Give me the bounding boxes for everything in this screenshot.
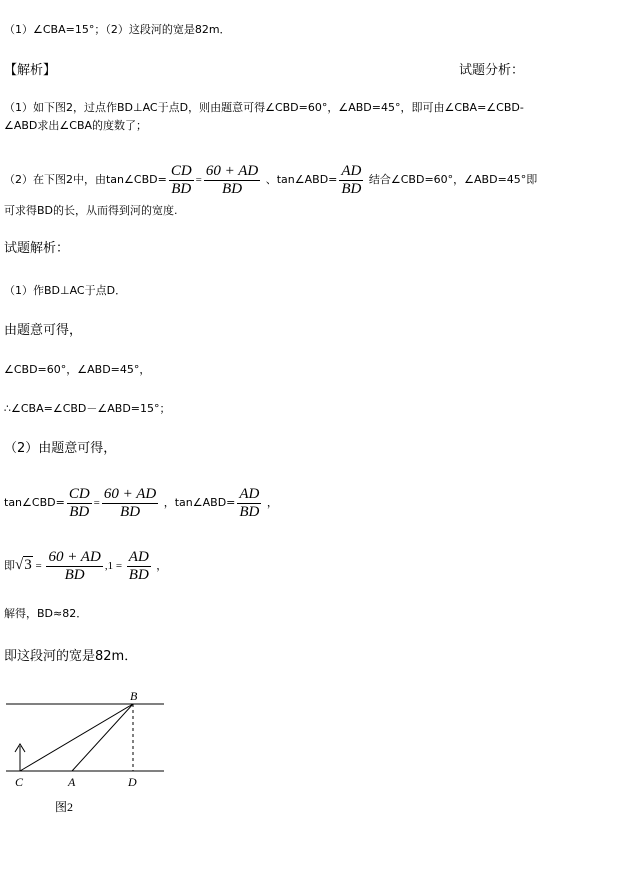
fraction-denominator: BD <box>128 566 149 583</box>
fraction-numerator: 60 + AD <box>48 548 101 565</box>
segment-ab <box>72 704 133 771</box>
step2-eq-tail: ， <box>156 559 168 572</box>
step2-tail: ， <box>266 496 278 509</box>
step1-angles: ∠CBD=60°，∠ABD=45°， <box>4 363 151 376</box>
analysis-part2-line2: 可求得BD的长，从而得到河的宽度. <box>4 204 178 217</box>
step1-given: 由题意可得， <box>4 323 83 338</box>
fraction-ad-bd <box>339 163 363 198</box>
segment-cb <box>20 704 133 771</box>
step2-tan-abd-label: ，tan∠ABD= <box>163 496 236 509</box>
fraction-denominator: BD <box>341 180 362 197</box>
analysis-part2-mid: 、tan∠ABD= <box>265 173 338 186</box>
analysis-heading: 【解析】 <box>4 63 57 78</box>
fraction-denominator: BD <box>171 180 192 197</box>
label-b: B <box>130 689 138 703</box>
analysis-heading-right: 试题分析： <box>459 63 525 78</box>
fraction-numerator: 60 + AD <box>103 485 157 502</box>
fraction-numerator: 60 + AD <box>205 162 259 179</box>
fraction-numerator: CD <box>170 162 192 179</box>
step2-line: （2）由题意可得， <box>4 441 117 456</box>
fraction-numerator: AD <box>239 485 260 502</box>
fraction-60ad-bd <box>102 486 158 521</box>
analysis-part2-pre: （2）在下图2中，由tan∠CBD= <box>4 173 167 186</box>
fraction-denominator: BD <box>239 503 260 520</box>
figure-2-diagram <box>0 688 180 838</box>
fraction-cd-bd <box>169 163 194 198</box>
fraction-cd-bd <box>67 486 92 521</box>
fraction-ad-bd <box>237 486 261 521</box>
label-c: C <box>15 775 24 789</box>
analysis-part1-line2: ∠ABD求出∠CBA的度数了； <box>4 119 148 132</box>
answer-line: （1）∠CBA=15°；（2）这段河的宽是82m． <box>4 23 231 36</box>
analysis-part2-line1: （2）在下图2中，由tan∠CBD= $\frac{CD}{BD}$ = $\frac{60 + AD}{BD}$ 、tan∠ABD= $\frac{AD}{BD}$ 结合∠CBD=60°，∠ABD=45°即 <box>4 162 538 197</box>
step1-result: ∴∠CBA=∠CBD－∠ABD=15°； <box>4 402 171 415</box>
sqrt-three: √3 <box>15 557 32 573</box>
label-a: A <box>68 775 76 789</box>
label-d: D <box>128 775 137 789</box>
step2-tan-equations: tan∠CBD= $\frac{CD}{BD}$ = $\frac{60 + AD}{BD}$ ，tan∠ABD= $\frac{AD}{BD}$ ， <box>4 485 278 520</box>
fraction-numerator: AD <box>341 162 362 179</box>
one-value: 1 <box>107 560 114 572</box>
fraction-ad-bd <box>127 549 151 584</box>
conclusion: 即这段河的宽是82m． <box>4 649 138 664</box>
step1-line: （1）作BD⊥AC于点D． <box>4 284 127 297</box>
fraction-60ad-bd <box>204 163 260 198</box>
fraction-numerator: CD <box>68 485 90 502</box>
figure-caption: 图2 <box>55 800 74 814</box>
analysis-part1-line1: （1）如下图2，过点作BD⊥AC于点D，则由题意可得∠CBD=60°，∠ABD=45°，即可由∠CBA=∠CBD- <box>4 101 524 114</box>
sqrt-radicand: 3 <box>24 557 32 573</box>
step2-equation: 即√3 = $\frac{60 + AD}{BD}$ ,1 = $\frac{AD}{BD}$ ， <box>4 548 168 583</box>
fraction-denominator: BD <box>222 180 243 197</box>
fraction-60ad-bd <box>46 549 102 584</box>
fraction-numerator: AD <box>128 548 149 565</box>
fraction-denominator: BD <box>64 566 85 583</box>
step2-tan-cbd-label: tan∠CBD= <box>4 496 65 509</box>
step2-solve: 解得，BD≈82． <box>4 607 88 620</box>
step2-eq-pre: 即 <box>4 559 15 572</box>
solution-heading: 试题解析： <box>4 241 70 256</box>
fraction-denominator: BD <box>120 503 141 520</box>
fraction-denominator: BD <box>69 503 90 520</box>
analysis-part2-post: 结合∠CBD=60°，∠ABD=45°即 <box>368 173 538 186</box>
